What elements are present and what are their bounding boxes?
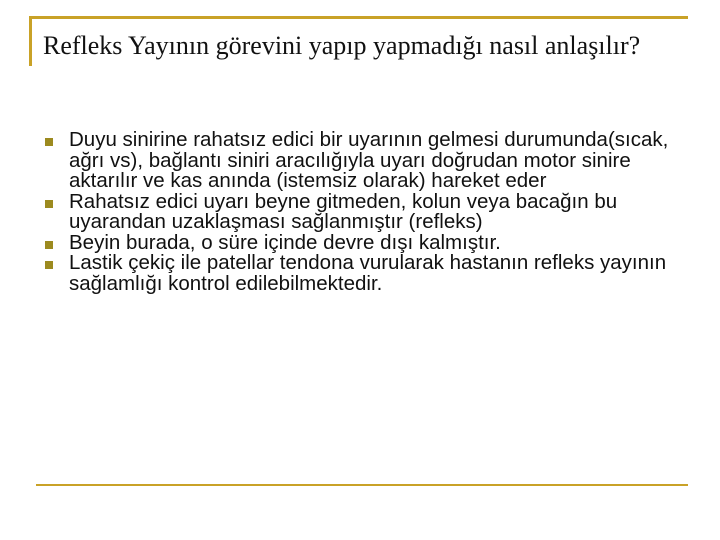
title-frame-left-line: [29, 16, 32, 66]
bullet-list: [44, 130, 684, 294]
square-bullet-icon: [45, 241, 53, 249]
bullet-item: [44, 253, 684, 294]
title-frame-top-line: [29, 16, 688, 19]
bullet-text: Duyu sinirine rahatsız edici bir uyarının gelmesi durumunda(sıcak, ağrı vs), bağlantı siniri aracılığıyla uyarı doğrudan motor sinire aktarılır ve kas anında (istemsiz olarak) hareket eder: [69, 128, 669, 192]
slide-title: Refleks Yayının görevini yapıp yapmadığı nasıl anlaşılır?: [43, 31, 641, 60]
bullet-text: Lastik çekiç ile patellar tendona vurularak hastanın refleks yayının sağlamlığı kontrol edilebilmektedir.: [69, 251, 667, 295]
bottom-divider: [36, 484, 688, 486]
bullet-text: Rahatsız edici uyarı beyne gitmeden, kolun veya bacağın bu uyarandan uzaklaşması sağlanmıştır (refleks): [69, 189, 618, 233]
bullet-item: [44, 130, 684, 192]
bullet-item: [44, 189, 684, 233]
square-bullet-icon: [45, 200, 53, 208]
square-bullet-icon: [45, 261, 53, 269]
bullet-item: [44, 230, 684, 254]
square-bullet-icon: [45, 138, 53, 146]
bullet-text: Beyin burada, o süre içinde devre dışı kalmıştır.: [69, 230, 501, 254]
